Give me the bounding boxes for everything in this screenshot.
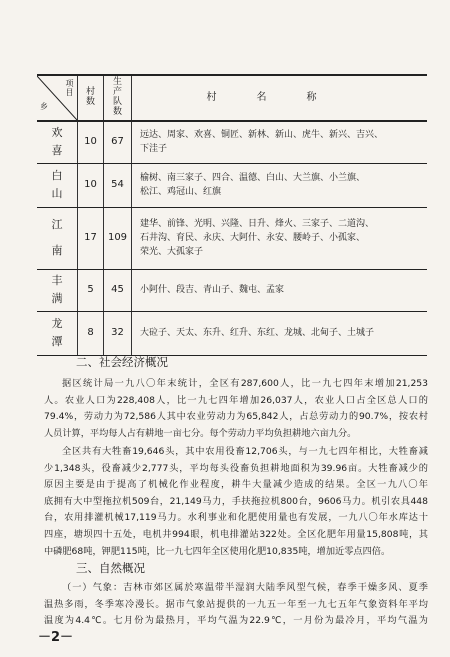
village-count-cell: 17 [78,207,104,269]
village-count-cell: 8 [78,311,104,355]
table-row [37,207,427,269]
team-count-cell: 67 [104,121,132,163]
town-cell: 龙潭 [37,311,78,355]
team-count-cell: 32 [104,311,132,355]
diagonal-header-cell [37,75,78,121]
table-row [37,163,427,207]
page-number: －2－ [38,630,74,645]
table-row [37,121,427,163]
paragraph-climate: （一）气象：吉林市郊区属於寒温带半湿润大陆季风型气候，春季干燥多风、夏季 温热多雨，冬季寒冷漫长。据市气象站提供的一九五一年至一九七五年气象资料年平均 温度为4.4℃。七月份为最热月，平均气温为22.9℃，一月份为最冷月，平均气温为 [44,582,428,627]
table-row [37,311,427,355]
header-team-count: 生产队数 [104,75,132,121]
section-heading-nature: 三、自然概况 [76,561,145,575]
town-cell: 丰满 [37,269,78,311]
village-names-cell: 建华、前锋、光明、兴隆、日升、烽火、三家子、二道沟、 石井沟、育民、永庆、大阿什、永安、腰岭子、小孤家、 荣光、大孤家子 [132,207,428,269]
paragraph-livestock: 全区共有大牲畜19,646头，其中农用役畜12,706头，与一九七四年相比，大牲畜减 少1,348头，役畜减少2,777头，平均每头役畜负担耕地面积为39.96亩。大牲畜减少的 原因主要是由于提高了机械化作业程度，耕牛大量减少造成的结果。全区一九八〇年 底拥有大中型拖拉机509台，21,149马力，手扶拖拉机800台，9606马力。机引农具448 台，农用排灌机械17,119马力。水利事业和化肥使用量也有发展，一九八〇年水库达十 四座，塘坝四十五处，电机井994眼，机电排灌站322处。全区化肥年用量15,808吨，其 中磷肥68吨，钾肥115吨，比一九七四年全区使用化肥10,835吨，增加近零点四倍。 [44,446,428,557]
team-count-cell: 109 [104,207,132,269]
village-names-cell: 小阿什、段吉、青山子、魏屯、孟家 [132,269,428,311]
town-cell: 白山 [37,163,78,207]
village-table [37,74,427,356]
table-header-row [37,75,427,121]
header-item-label: 项目 [65,79,74,97]
header-village-count: 村数 [78,75,104,121]
town-cell: 江南 [37,207,78,269]
header-town-label: 乡 [40,102,48,111]
village-count-cell: 10 [78,163,104,207]
paragraph-population: 据区统计局一九八〇年末统计，全区有287,600人，比一九七四年末增加21,253 人。农业人口为228,408人，比一九七四年增加26,037人，农业人口占全区总人口的 79.4%，劳动力为72,586人其中农业劳动力为65,842人，占总劳动力的90.7%，按农村 人员计算，平均每人占有耕地一亩七分。每个劳动力平均负担耕地六亩九分。 [44,378,428,439]
village-count-cell: 5 [78,269,104,311]
team-count-cell: 54 [104,163,132,207]
town-cell: 欢喜 [37,121,78,163]
section-heading-economy: 二、社会经济概况 [76,355,168,369]
table-row [37,269,427,311]
village-names-cell: 榆树、南三家子、四合、温德、白山、大兰旗、小兰旗、 松江、鸡冠山、红旗 [132,163,428,207]
village-names-cell: 大砬子、天太、东升、红升、东红、龙城、北甸子、土城子 [132,311,428,355]
village-names-cell: 远达、周家、欢喜、铜匠、新林、新山、虎牛、新兴、吉兴、 下洼子 [132,121,428,163]
header-village-names: 村名称 [132,75,428,121]
village-count-cell: 10 [78,121,104,163]
team-count-cell: 45 [104,269,132,311]
